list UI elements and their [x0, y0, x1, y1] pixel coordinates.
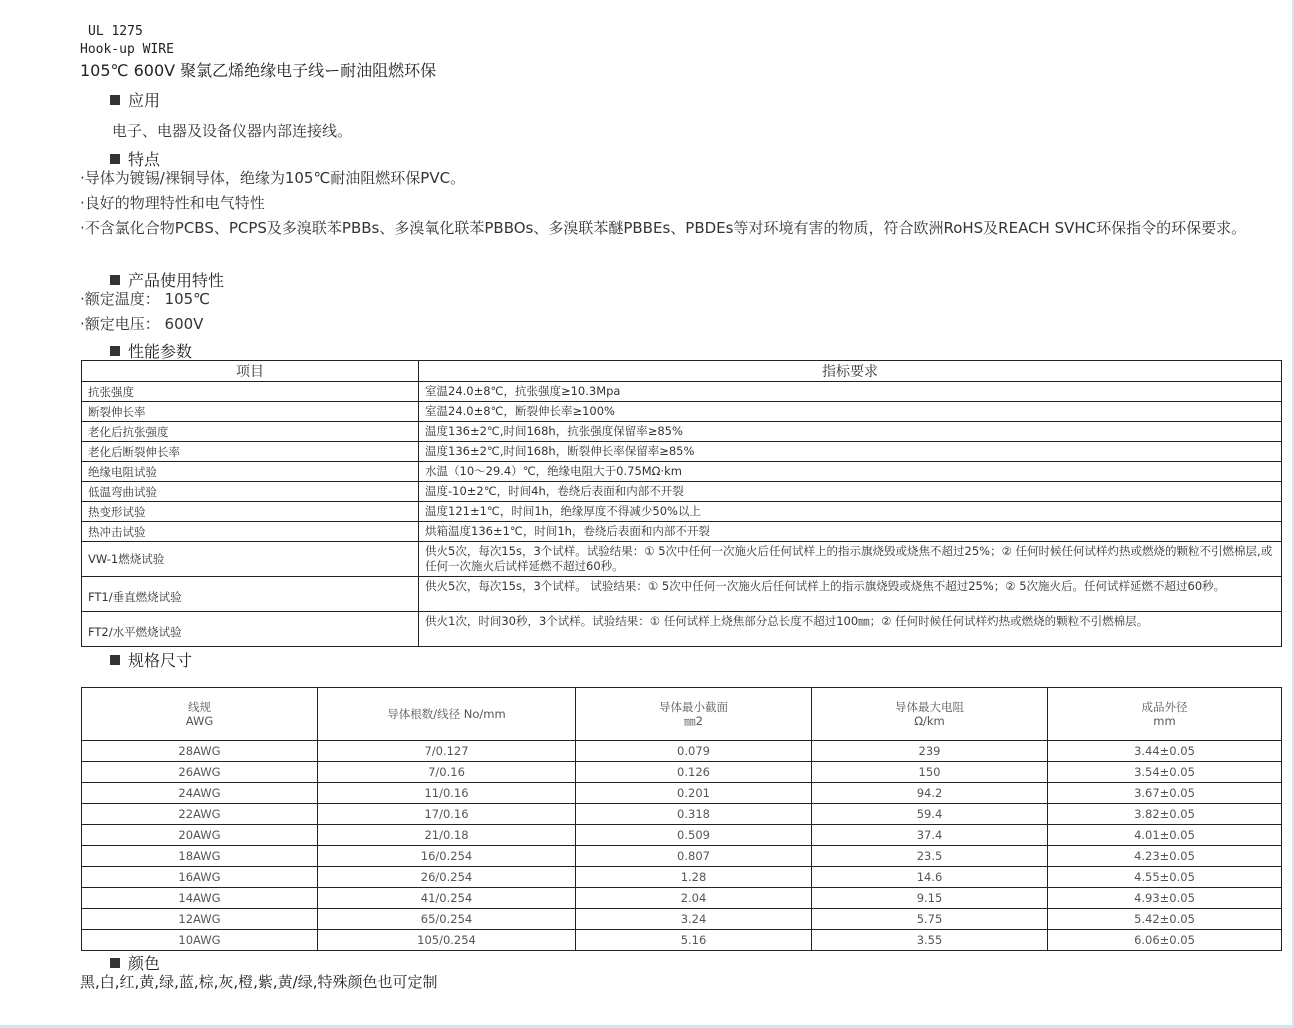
- column-header-outer-diameter: 成品外径 mm: [1048, 688, 1282, 741]
- usage-item: ·额定电压： 600V: [80, 315, 204, 333]
- test-requirement: 室温24.0±8℃，抗张强度≥10.3Mpa: [419, 382, 1282, 402]
- column-header-gauge: 线规 AWG: [82, 688, 318, 741]
- page-title: 105℃ 600V 聚氯乙烯绝缘电子线ー耐油阻燃环保: [80, 61, 437, 80]
- column-header-strands: 导体根数/线径 No/mm: [318, 688, 576, 741]
- table-row: [82, 442, 1282, 462]
- section-heading-text: 应用: [128, 91, 161, 110]
- square-bullet-icon: [110, 275, 120, 285]
- table-row: [82, 382, 1282, 402]
- table-row: [82, 462, 1282, 482]
- table-row: [82, 402, 1282, 422]
- test-item: 抗张强度: [82, 382, 419, 402]
- test-requirement: 温度121±1℃，时间1h，绝缘厚度不得减少50%以上: [419, 502, 1282, 522]
- test-requirement: 温度-10±2℃，时间4h，卷绕后表面和内部不开裂: [419, 482, 1282, 502]
- test-item: VW-1燃烧试验: [82, 542, 419, 577]
- test-requirement: 室温24.0±8℃，断裂伸长率≥100%: [419, 402, 1282, 422]
- test-requirement: 温度136±2℃,时间168h，断裂伸长率保留率≥85%: [419, 442, 1282, 462]
- square-bullet-icon: [110, 346, 120, 356]
- standard-label: UL 1275: [88, 24, 143, 39]
- table-row: 14AWG 41/0.254 2.04 9.15 4.93±0.05: [82, 888, 1282, 909]
- test-requirement: 供火5次，每次15s，3个试样。 试验结果：① 5次中任何一次施火后任何试样上的指示旗烧毁或烧焦不超过25%；② 5次施火后。任何试样延燃不超过60秒。: [419, 577, 1282, 612]
- table-row: 10AWG 105/0.254 5.16 3.55 6.06±0.05: [82, 930, 1282, 951]
- wire-type-label: Hook-up WIRE: [80, 42, 174, 57]
- table-row: [82, 502, 1282, 522]
- test-item: 老化后断裂伸长率: [82, 442, 419, 462]
- performance-table: [81, 360, 1282, 647]
- table-row: 28AWG 7/0.127 0.079 239 3.44±0.05: [82, 741, 1282, 762]
- feature-item: ·良好的物理特性和电气特性: [80, 194, 265, 212]
- table-row: [82, 577, 1282, 612]
- table-row: 20AWG 21/0.18 0.509 37.4 4.01±0.05: [82, 825, 1282, 846]
- table-row: 24AWG 11/0.16 0.201 94.2 3.67±0.05: [82, 783, 1282, 804]
- section-heading-text: 产品使用特性: [128, 271, 225, 290]
- table-row: 16AWG 26/0.254 1.28 14.6 4.55±0.05: [82, 867, 1282, 888]
- section-heading-specs: [110, 648, 192, 671]
- section-heading-text: 特点: [128, 150, 161, 169]
- section-heading-performance: [110, 339, 192, 362]
- section-heading-text: 规格尺寸: [128, 651, 193, 670]
- usage-item: ·额定温度： 105℃: [80, 290, 211, 308]
- table-row: 18AWG 16/0.254 0.807 23.5 4.23±0.05: [82, 846, 1282, 867]
- column-header: 指标要求: [419, 361, 1282, 382]
- column-header: 项目: [82, 361, 419, 382]
- feature-item: ·导体为镀锡/裸铜导体，绝缘为105℃耐油阻燃环保PVC。: [80, 169, 466, 187]
- feature-item: ·不含氯化合物PCBS、PCPS及多溴联苯PBBs、多溴氧化联苯PBBOs、多溴联苯醚PBBEs、PBDEs等对环境有害的物质，符合欧洲RoHS及REACH SVHC环保指令的环保要求。: [80, 219, 1247, 237]
- table-row: [82, 612, 1282, 647]
- table-row: 26AWG 7/0.16 0.126 150 3.54±0.05: [82, 762, 1282, 783]
- test-item: FT1/垂直燃烧试验: [82, 577, 419, 612]
- test-item: 热冲击试验: [82, 522, 419, 542]
- test-requirement: 供火1次，时间30秒，3个试样。试验结果：① 任何试样上烧焦部分总长度不超过100㎜；② 任何时候任何试样灼热或燃烧的颗粒不引燃棉层。: [419, 612, 1282, 647]
- table-row: [82, 482, 1282, 502]
- test-item: 老化后抗张强度: [82, 422, 419, 442]
- column-header-cross-section: 导体最小截面 ㎜2: [576, 688, 812, 741]
- test-requirement: 烘箱温度136±1℃，时间1h，卷绕后表面和内部不开裂: [419, 522, 1282, 542]
- test-requirement: 供火5次，每次15s，3个试样。试验结果：① 5次中任何一次施火后任何试样上的指示旗烧毁或烧焦不超过25%；② 任何时候任何试样灼热或燃烧的颗粒不引燃棉层,或任何一次施火后试样延燃不超过60秒。: [419, 542, 1282, 577]
- application-text: 电子、电器及设备仪器内部连接线。: [112, 122, 353, 140]
- table-row: [82, 422, 1282, 442]
- test-item: 绝缘电阻试验: [82, 462, 419, 482]
- square-bullet-icon: [110, 154, 120, 164]
- table-row: 22AWG 17/0.16 0.318 59.4 3.82±0.05: [82, 804, 1282, 825]
- table-row: [82, 542, 1282, 577]
- table-row: [82, 522, 1282, 542]
- square-bullet-icon: [110, 958, 120, 968]
- section-heading-text: 性能参数: [128, 342, 193, 361]
- test-requirement: 水温（10～29.4）℃，绝缘电阻大于0.75MΩ·km: [419, 462, 1282, 482]
- colors-text: 黑,白,红,黄,绿,蓝,棕,灰,橙,紫,黄/绿,特殊颜色也可定制: [80, 973, 438, 991]
- test-requirement: 温度136±2℃,时间168h，抗张强度保留率≥85%: [419, 422, 1282, 442]
- section-heading-text: 颜色: [128, 954, 161, 973]
- table-row: 12AWG 65/0.254 3.24 5.75 5.42±0.05: [82, 909, 1282, 930]
- section-heading-application: [110, 88, 160, 111]
- test-item: 低温弯曲试验: [82, 482, 419, 502]
- column-header-resistance: 导体最大电阻 Ω/km: [812, 688, 1048, 741]
- test-item: 热变形试验: [82, 502, 419, 522]
- test-item: FT2/水平燃烧试验: [82, 612, 419, 647]
- specification-table: [81, 687, 1282, 951]
- square-bullet-icon: [110, 95, 120, 105]
- test-item: 断裂伸长率: [82, 402, 419, 422]
- square-bullet-icon: [110, 655, 120, 665]
